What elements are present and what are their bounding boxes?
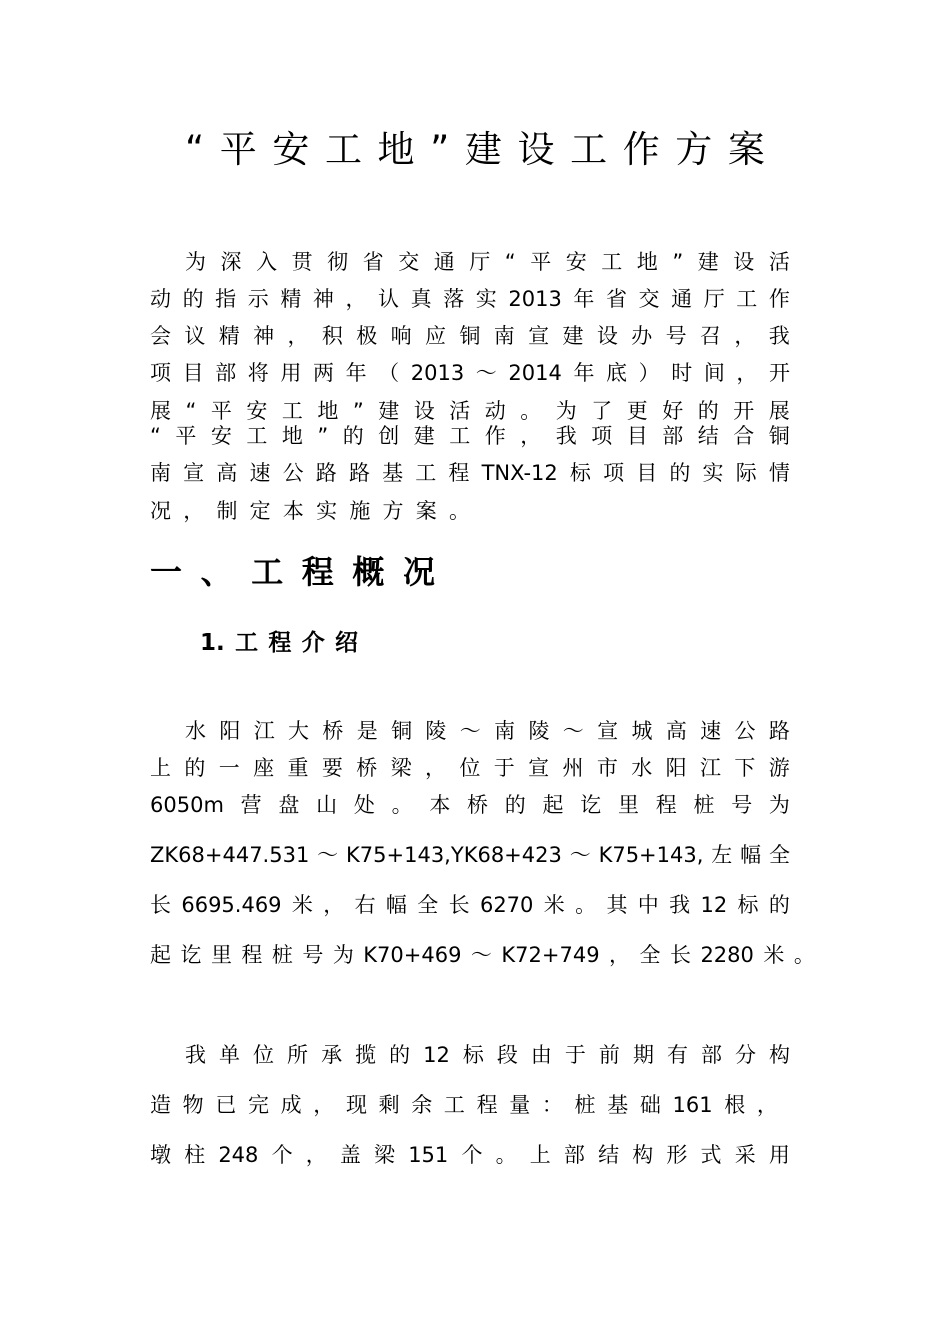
intro-line: 况 ， 制 定 本 实 施 方 案 。 [150,499,470,523]
intro-line: 项 目 部 将 用 两 年 （ 2013 ～ 2014 年 底 ） 时 间 ， 开 [150,361,790,385]
intro-line: 会 议 精 神 ， 积 极 响 应 铜 南 宣 建 设 办 号 召 ， 我 [150,324,790,348]
intro-line: 南 宣 高 速 公 路 路 基 工 程 TNX-12 标 项 目 的 实 际 情 [150,461,790,485]
intro-line: “ 平 安 工 地 ” 的 创 建 工 作 ， 我 项 目 部 结 合 铜 [150,424,790,448]
paragraph-line: 上 的 一 座 重 要 桥 梁 ， 位 于 宣 州 市 水 阳 江 下 游 [150,756,790,780]
paragraph-line: 6050m 营 盘 山 处 。 本 桥 的 起 讫 里 程 桩 号 为 [150,793,790,817]
section-heading: 一 、 工 程 概 况 [150,553,435,591]
intro-line: 为 深 入 贯 彻 省 交 通 厅 “ 平 安 工 地 ” 建 设 活 [185,250,790,274]
intro-line: 动 的 指 示 精 神 ， 认 真 落 实 2013 年 省 交 通 厅 工 作 [150,287,790,311]
subsection-heading: 1. 工 程 介 绍 [200,630,358,656]
paragraph-line: 长 6695.469 米 ， 右 幅 全 长 6270 米 。 其 中 我 12 标 的 [150,893,790,917]
paragraph-line: 造 物 已 完 成 ， 现 剩 余 工 程 量 ： 桩 基 础 161 根 ， [150,1093,778,1117]
paragraph-line: 墩 柱 248 个 ， 盖 梁 151 个 。 上 部 结 构 形 式 采 用 [150,1143,790,1167]
paragraph-line: 我 单 位 所 承 揽 的 12 标 段 由 于 前 期 有 部 分 构 [185,1043,790,1067]
document-title: “ 平 安 工 地 ” 建 设 工 作 方 案 [185,128,765,171]
paragraph-line: 起 讫 里 程 桩 号 为 K70+469 ～ K72+749 ， 全 长 2280 米 。 [150,943,815,967]
intro-line: 展 “ 平 安 工 地 ” 建 设 活 动 。 为 了 更 好 的 开 展 [150,399,790,423]
paragraph-line: 水 阳 江 大 桥 是 铜 陵 ～ 南 陵 ～ 宣 城 高 速 公 路 [185,719,790,743]
paragraph-line: ZK68+447.531 ～ K75+143,YK68+423 ～ K75+143, 左 幅 全 [150,843,790,867]
